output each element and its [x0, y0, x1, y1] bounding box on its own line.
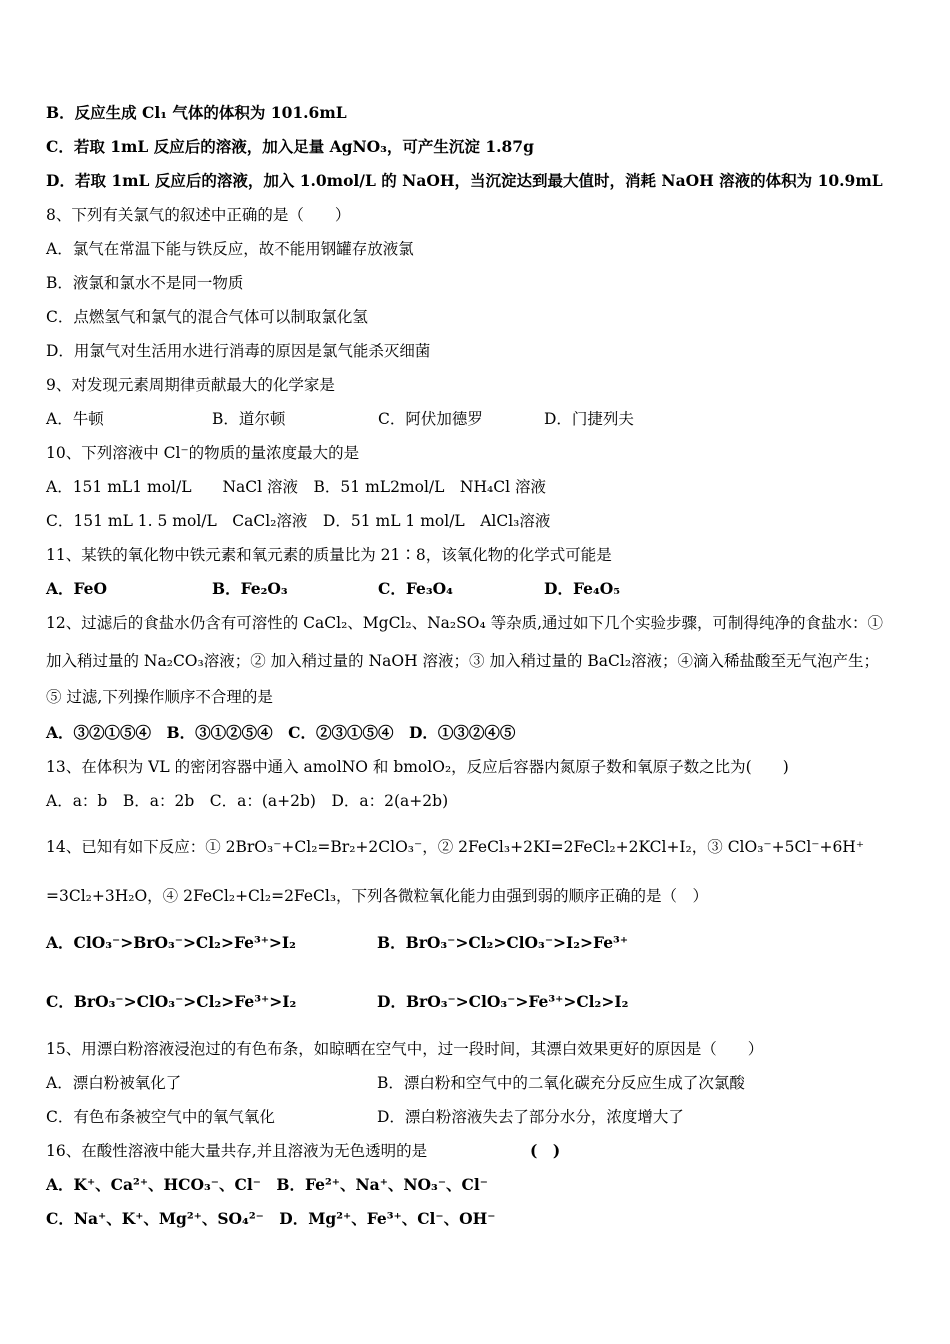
- question-8-option-b: B．液氯和氯水不是同一物质: [46, 274, 244, 292]
- question-11-option-d: D．Fe₄O₅: [544, 579, 621, 598]
- question-14-options-ab: [46, 933, 628, 953]
- option-b-gas-volume: B．反应生成 Cl₁ 气体的体积为 101.6mL: [46, 103, 347, 122]
- question-9-option-d: D．门捷列夫: [544, 410, 634, 428]
- question-10-options-cd: C．151 mL 1. 5 mol/L CaCl₂溶液 D．51 mL 1 mol/L AlCl₃溶液: [46, 512, 551, 530]
- question-11-option-c: C．Fe₃O₄: [378, 579, 453, 598]
- question-15-option-b: B．漂白粉和空气中的二氧化碳充分反应生成了次氯酸: [377, 1074, 745, 1092]
- question-10-stem: 10、下列溶液中 Cl⁻的物质的量浓度最大的是: [46, 444, 360, 462]
- question-13-stem: 13、在体积为 VL 的密闭容器中通入 amolNO 和 bmolO₂，反应后容器内氮原子数和氧原子数之比为( ): [46, 758, 789, 776]
- question-15-options-cd: [46, 1107, 684, 1127]
- question-14-option-d: D．BrO₃⁻>ClO₃⁻>Fe³⁺>Cl₂>I₂: [377, 992, 629, 1011]
- question-12-line-1: 12、过滤后的食盐水仍含有可溶性的 CaCl₂、MgCl₂、Na₂SO₄ 等杂质,通过如下几个实验步骤，可制得纯净的食盐水：①: [46, 614, 884, 632]
- question-14-line-2: =3Cl₂+3H₂O，④ 2FeCl₂+Cl₂=2FeCl₃，下列各微粒氧化能力由强到弱的顺序正确的是（ ）: [46, 887, 709, 905]
- question-15-option-d: D．漂白粉溶液失去了部分水分，浓度增大了: [377, 1108, 684, 1126]
- question-9-stem: 9、对发现元素周期律贡献最大的化学家是: [46, 376, 335, 394]
- question-15-options-ab: [46, 1073, 745, 1093]
- option-c-agno3-precipitate: C．若取 1mL 反应后的溶液，加入足量 AgNO₃，可产生沉淀 1.87g: [46, 137, 534, 156]
- question-9-option-b: B．道尔顿: [212, 410, 286, 428]
- question-9-options: [46, 409, 634, 429]
- question-15-option-c: C．有色布条被空气中的氧气氧化: [46, 1108, 275, 1126]
- question-16-options-ab: A．K⁺、Ca²⁺、HCO₃⁻、Cl⁻ B．Fe²⁺、Na⁺、NO₃⁻、Cl⁻: [46, 1175, 488, 1194]
- question-14-line-1: 14、已知有如下反应：① 2BrO₃⁻+Cl₂=Br₂+2ClO₃⁻，② 2FeCl₃+2KI=2FeCl₂+2KCl+I₂，③ ClO₃⁻+5Cl⁻+6H⁺: [46, 838, 865, 856]
- question-14-option-c: C．BrO₃⁻>ClO₃⁻>Cl₂>Fe³⁺>I₂: [46, 992, 297, 1011]
- option-d-naoh-volume: D．若取 1mL 反应后的溶液，加入 1.0mol/L 的 NaOH，当沉淀达到最大值时，消耗 NaOH 溶液的体积为 10.9mL: [46, 171, 883, 190]
- answer-bracket: ( ): [530, 1141, 561, 1160]
- question-15-stem: 15、用漂白粉溶液浸泡过的有色布条，如晾晒在空气中，过一段时间，其漂白效果更好的原因是（ ）: [46, 1040, 764, 1058]
- question-11-option-a: A．FeO: [46, 579, 108, 598]
- question-14-option-b: B．BrO₃⁻>Cl₂>ClO₃⁻>I₂>Fe³⁺: [377, 933, 629, 952]
- question-9-option-c: C．阿伏加德罗: [378, 410, 483, 428]
- question-8-stem: 8、下列有关氯气的叙述中正确的是（ ）: [46, 206, 351, 224]
- question-9-option-a: A．牛顿: [46, 410, 104, 428]
- question-12-options: A．③②①⑤④ B．③①②⑤④ C．②③①⑤④ D．①③②④⑤: [46, 723, 516, 742]
- question-11-stem: 11、某铁的氧化物中铁元素和氧元素的质量比为 21∶8，该氧化物的化学式可能是: [46, 546, 612, 564]
- question-13-options: A．a：b B．a：2b C．a：(a+2b) D．a：2(a+2b): [46, 792, 449, 810]
- question-12-line-2: 加入稍过量的 Na₂CO₃溶液；② 加入稍过量的 NaOH 溶液；③ 加入稍过量的 BaCl₂溶液；④滴入稀盐酸至无气泡产生；: [46, 652, 880, 670]
- question-14-options-cd: [46, 992, 628, 1012]
- question-10-options-ab: A．151 mL1 mol/L NaCl 溶液 B．51 mL2mol/L NH₄Cl 溶液: [46, 478, 546, 496]
- question-12-line-3: ⑤ 过滤,下列操作顺序不合理的是: [46, 688, 273, 706]
- question-16-stem-line: [46, 1141, 560, 1161]
- question-15-option-a: A．漂白粉被氧化了: [46, 1074, 182, 1092]
- question-8-option-c: C．点燃氢气和氯气的混合气体可以制取氯化氢: [46, 308, 368, 326]
- question-8-option-a: A．氯气在常温下能与铁反应，故不能用钢罐存放液氯: [46, 240, 414, 258]
- question-14-option-a: A．ClO₃⁻>BrO₃⁻>Cl₂>Fe³⁺>I₂: [46, 933, 296, 952]
- question-16-stem: 16、在酸性溶液中能大量共存,并且溶液为无色透明的是: [46, 1142, 428, 1160]
- question-8-option-d: D．用氯气对生活用水进行消毒的原因是氯气能杀灭细菌: [46, 342, 431, 360]
- question-11-option-b: B．Fe₂O₃: [212, 579, 288, 598]
- question-16-options-cd: C．Na⁺、K⁺、Mg²⁺、SO₄²⁻ D．Mg²⁺、Fe³⁺、Cl⁻、OH⁻: [46, 1209, 496, 1228]
- question-11-options: [46, 579, 620, 599]
